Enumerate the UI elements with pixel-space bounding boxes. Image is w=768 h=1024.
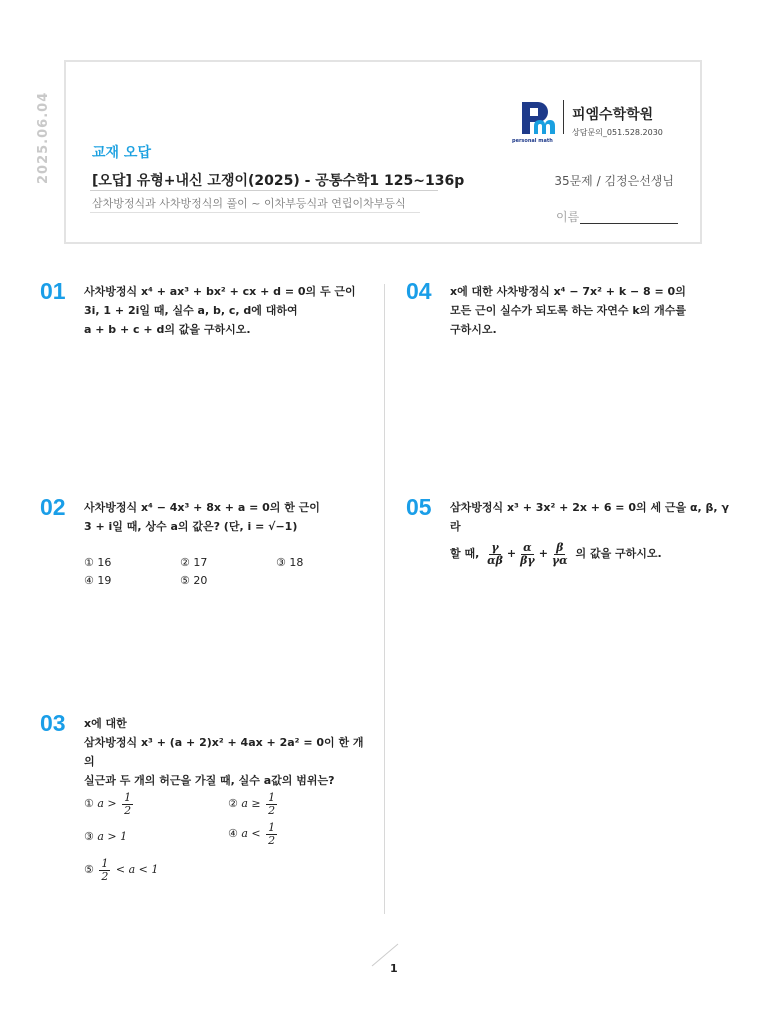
choice-mark: ③ bbox=[84, 830, 94, 843]
choice-expr: a < bbox=[241, 827, 261, 841]
date-stamp: 2025.06.04 bbox=[36, 91, 51, 184]
fraction bbox=[122, 792, 133, 816]
fraction-den: 2 bbox=[268, 803, 276, 817]
fraction-num: 1 bbox=[124, 791, 132, 804]
problem-line: x에 대한 사차방정식 x⁴ − 7x² + k − 8 = 0의 bbox=[450, 285, 686, 298]
choice-4[interactable] bbox=[228, 822, 279, 846]
problem-02 bbox=[40, 494, 370, 598]
problem-text bbox=[84, 282, 356, 339]
choice-3[interactable]: ③ 18 bbox=[276, 556, 304, 569]
fraction-den: 2 bbox=[124, 803, 132, 817]
fraction-den: 2 bbox=[268, 833, 276, 847]
fraction-num: β bbox=[556, 541, 564, 554]
choice-expr: < a < 1 bbox=[115, 863, 159, 877]
choice-mark: ④ bbox=[228, 827, 238, 841]
logo-divider bbox=[563, 100, 564, 134]
choice-5[interactable]: ⑤ 20 bbox=[180, 574, 208, 587]
choice-1[interactable]: ① 16 bbox=[84, 556, 112, 569]
choice-3[interactable] bbox=[84, 830, 127, 843]
choice-1[interactable] bbox=[84, 792, 135, 816]
problem-05 bbox=[406, 494, 736, 578]
header-box bbox=[64, 60, 702, 244]
academy-phone: 상담문의_051.528.2030 bbox=[572, 128, 663, 137]
problem-line: 3 + i일 때, 상수 a의 값은? (단, i = √−1) bbox=[84, 520, 298, 533]
fraction-den: βγ bbox=[520, 553, 535, 567]
fraction-den: γα bbox=[551, 553, 568, 567]
problem-number: 01 bbox=[40, 278, 66, 304]
name-label: 이름 bbox=[556, 210, 580, 224]
problem-04 bbox=[406, 278, 736, 362]
problem-line-text: 의 값을 구하시오. bbox=[575, 547, 662, 561]
fraction-num: γ bbox=[491, 541, 499, 554]
name-field[interactable] bbox=[580, 223, 678, 224]
problem-text bbox=[450, 498, 736, 566]
problem-line-text: 할 때, bbox=[450, 547, 480, 561]
fraction-num: 1 bbox=[268, 821, 276, 834]
choice-mark: ① bbox=[84, 797, 94, 811]
problem-line: 모든 근이 실수가 되도록 하는 자연수 k의 개수를 bbox=[450, 304, 687, 317]
problem-number: 05 bbox=[406, 494, 432, 520]
problem-line: 사차방정식 x⁴ − 4x³ + 8x + a = 0의 한 근이 bbox=[84, 501, 320, 514]
scope-text: 삼차방정식과 사차방정식의 풀이 ~ 이차부등식과 연립이차부등식 bbox=[92, 197, 406, 210]
fraction bbox=[518, 542, 537, 566]
fraction-num: 1 bbox=[268, 791, 276, 804]
problem-text bbox=[84, 714, 370, 790]
problem-03 bbox=[40, 710, 370, 894]
page-title: [오답] 유형+내신 고쟁이(2025) - 공통수학1 125~136p bbox=[92, 173, 465, 189]
fraction-den: 2 bbox=[101, 869, 109, 883]
title-rule bbox=[90, 190, 438, 191]
academy-name: 피엠수학학원 bbox=[572, 107, 654, 123]
choice-mark: ⑤ bbox=[84, 863, 94, 877]
fraction bbox=[266, 792, 277, 816]
fraction bbox=[550, 542, 570, 566]
fraction bbox=[99, 858, 110, 882]
choice-2[interactable]: ② 17 bbox=[180, 556, 208, 569]
column-divider bbox=[384, 284, 385, 914]
problem-line: 할 때, $\frac{\gamma}{\alpha\beta}$ + $\frac{\alpha}{\beta\gamma}$ + $\frac{\beta}{\gamma\alpha}$ 의 값을 구하시오. bbox=[450, 541, 662, 567]
problem-text bbox=[450, 282, 686, 339]
problem-number: 04 bbox=[406, 278, 432, 304]
choice-mark: ② bbox=[228, 797, 238, 811]
academy-logo-icon bbox=[518, 100, 556, 140]
problem-line: 3i, 1 + 2i일 때, 실수 a, b, c, d에 대하여 bbox=[84, 304, 298, 317]
choice-expr: a > 1 bbox=[97, 830, 128, 843]
worksheet-type: 교재 오답 bbox=[92, 145, 151, 161]
problem-text bbox=[84, 498, 320, 536]
fraction bbox=[485, 542, 505, 566]
scope-rule bbox=[90, 212, 420, 213]
problem-line: 실근과 두 개의 허근을 가질 때, 실수 a값의 범위는? bbox=[84, 774, 335, 787]
logo-caption: personal math bbox=[512, 138, 553, 144]
fraction-den: αβ bbox=[487, 553, 503, 567]
choice-2[interactable] bbox=[228, 792, 279, 816]
choice-expr: a > bbox=[97, 797, 117, 811]
choice-5[interactable] bbox=[84, 858, 158, 882]
fraction bbox=[266, 822, 277, 846]
problem-line: 사차방정식 x⁴ + ax³ + bx² + cx + d = 0의 두 근이 bbox=[84, 285, 356, 298]
page-number: 1 bbox=[390, 962, 398, 975]
problem-line: 구하시오. bbox=[450, 323, 497, 336]
problem-line: x에 대한 bbox=[84, 717, 127, 730]
choice-4[interactable]: ④ 19 bbox=[84, 574, 112, 587]
choice-expr: a ≥ bbox=[241, 797, 261, 811]
problem-number: 03 bbox=[40, 710, 66, 736]
problem-line: 삼차방정식 x³ + (a + 2)x² + 4ax + 2a² = 0이 한 개의 bbox=[84, 736, 364, 768]
problem-line: 삼차방정식 x³ + 3x² + 2x + 6 = 0의 세 근을 α, β, γ라 bbox=[450, 501, 729, 533]
problem-count-teacher: 35문제 / 김정은선생님 bbox=[554, 174, 674, 188]
problem-line: a + b + c + d의 값을 구하시오. bbox=[84, 323, 251, 336]
fraction-num: 1 bbox=[101, 857, 109, 870]
fraction-num: α bbox=[523, 541, 532, 554]
problem-01 bbox=[40, 278, 370, 362]
problem-number: 02 bbox=[40, 494, 66, 520]
